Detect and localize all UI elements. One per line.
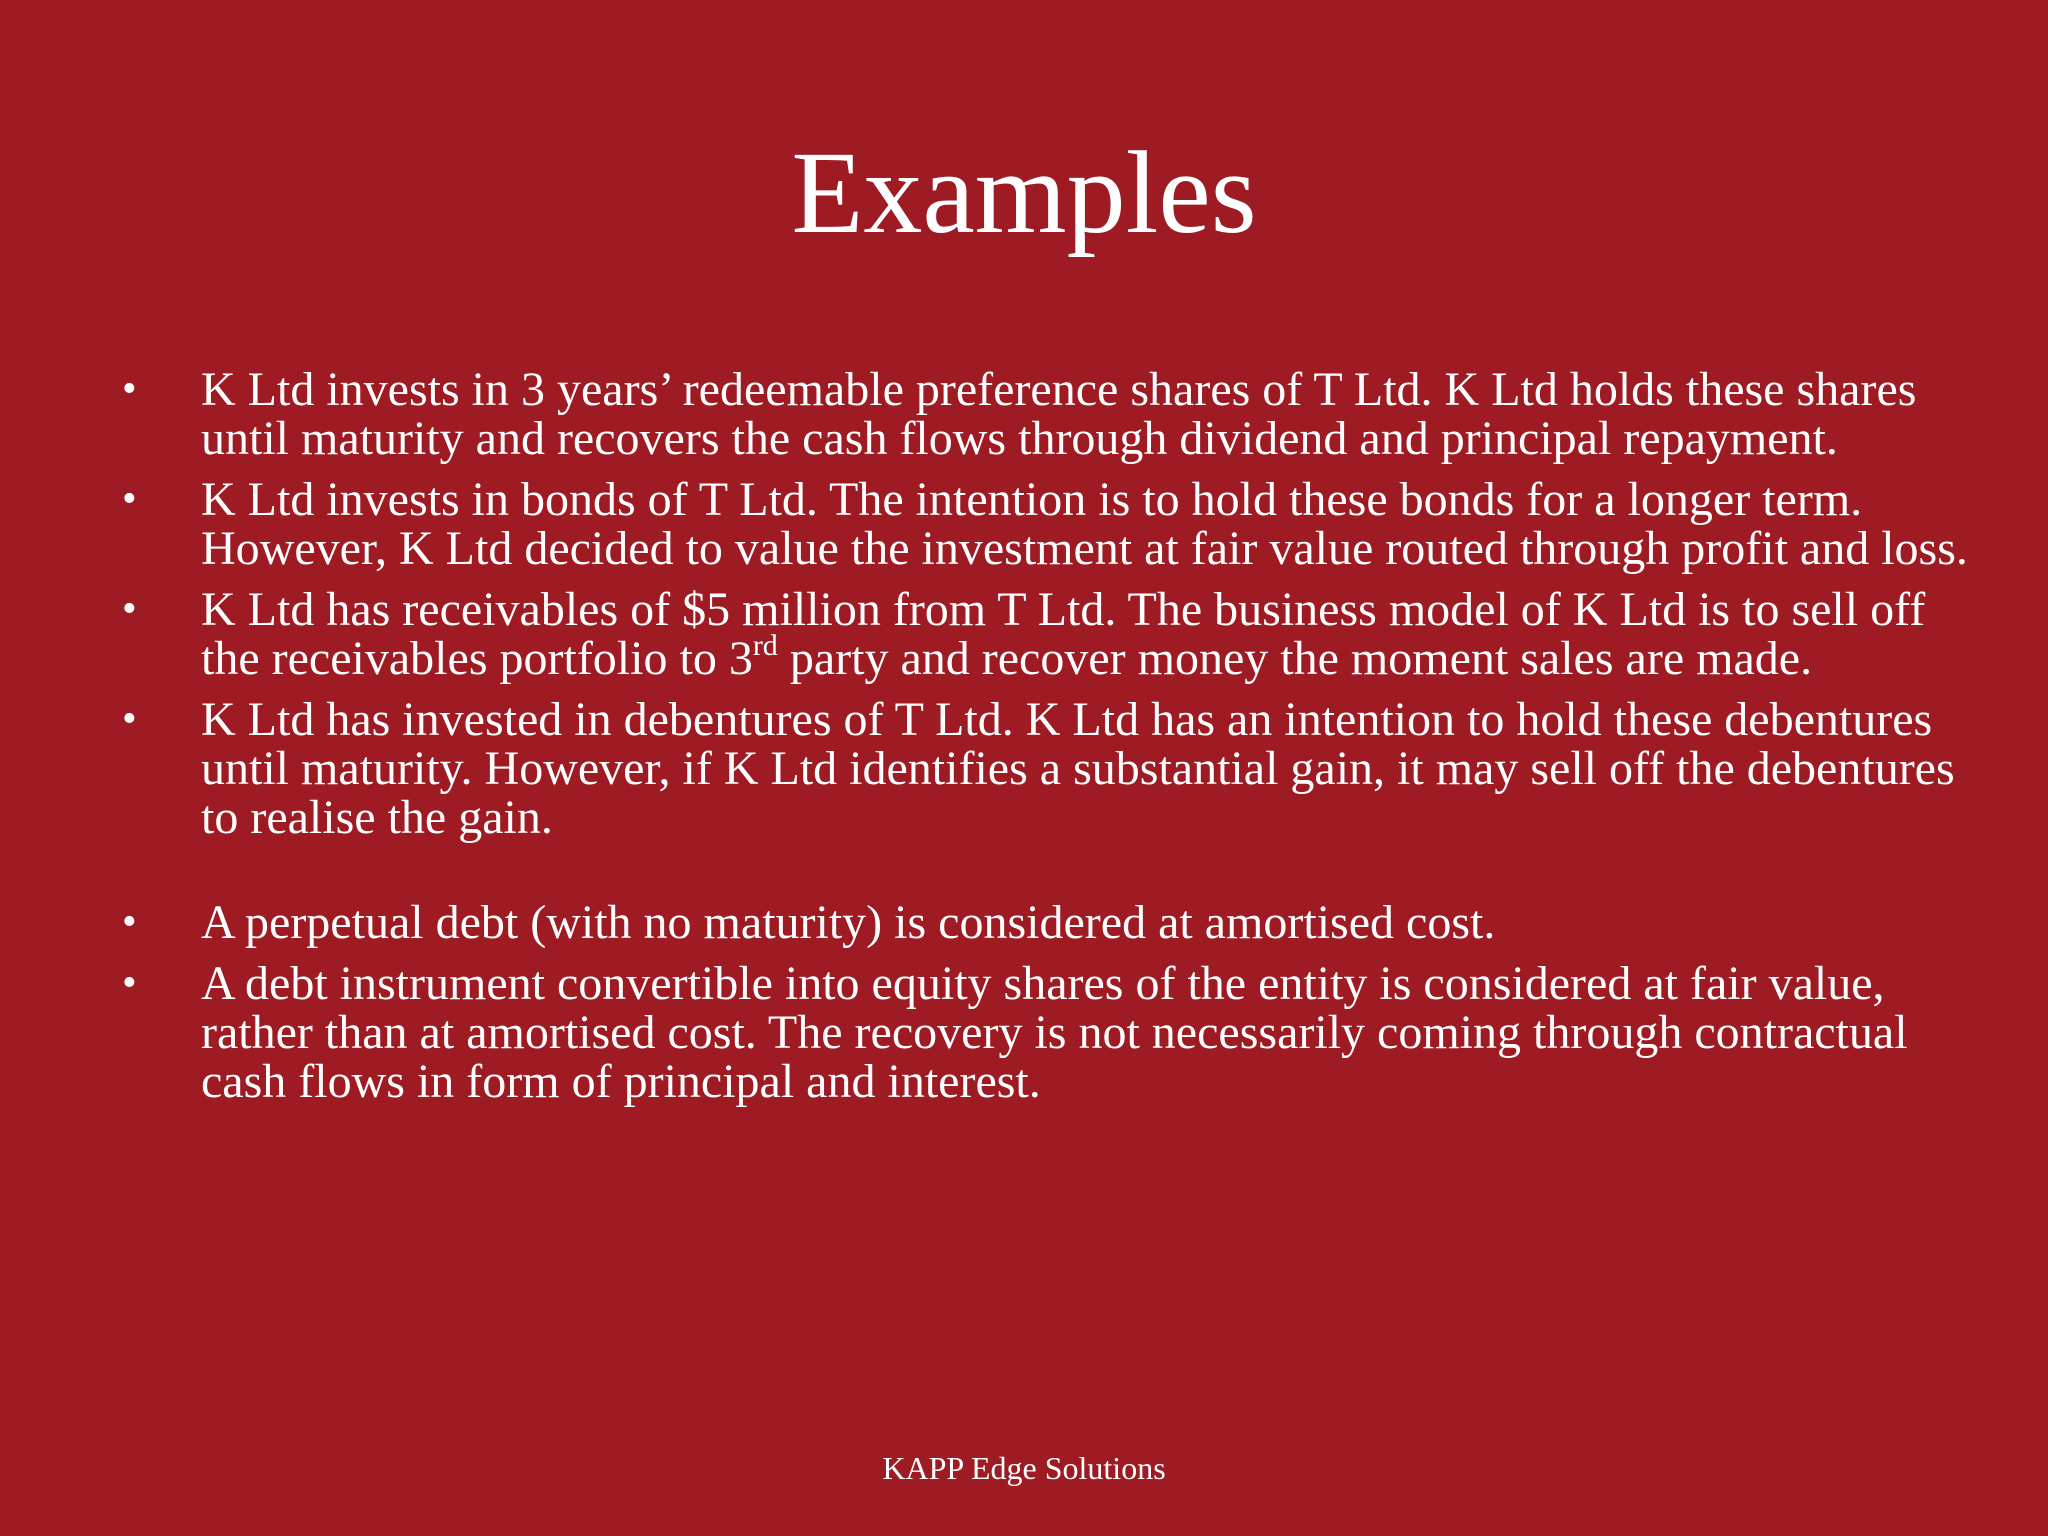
bullet-list: [0, 365, 2048, 1118]
bullet-text-before: K Ltd has receivables of $5 million from T Ltd. The business model of K Ltd is to sell off the receivables portfolio to 3: [201, 583, 1926, 685]
bullet-text: K Ltd invests in bonds of T Ltd. The intention is to hold these bonds for a longer term. However, K Ltd decided to value the investment at fair value routed through profit and loss.: [201, 473, 1968, 575]
bullet-dot: •: [122, 366, 137, 412]
bullet-item: [0, 365, 2048, 463]
bullet-item: [0, 585, 2048, 683]
bullet-dot: •: [122, 899, 137, 945]
slide-title: Examples: [791, 127, 1257, 258]
bullet-text: [201, 583, 1925, 685]
bullet-item: [0, 695, 2048, 842]
bullet-dot: •: [122, 476, 137, 522]
bullet-item: [0, 898, 2048, 947]
bullet-dot: •: [122, 696, 137, 742]
bullet-text: K Ltd invests in 3 years’ redeemable preference shares of T Ltd. K Ltd holds these shares until maturity and recovers the cash flows through dividend and principal repayment.: [201, 363, 1917, 465]
bullet-item: [0, 475, 2048, 573]
ordinal-superscript: rd: [752, 629, 778, 662]
slide-footer: KAPP Edge Solutions: [882, 1450, 1166, 1486]
bullet-dot: •: [122, 586, 137, 632]
bullet-text-after: party and recover money the moment sales are made.: [777, 632, 1813, 685]
bullet-text: K Ltd has invested in debentures of T Ltd. K Ltd has an intention to hold these debentures until maturity. However, if K Ltd identifies a substantial gain, it may sell off the debentures to realise the gain.: [201, 693, 1955, 844]
bullet-dot: •: [122, 960, 137, 1006]
bullet-text: A perpetual debt (with no maturity) is considered at amortised cost.: [201, 896, 1496, 949]
bullet-text: A debt instrument convertible into equity shares of the entity is considered at fair value, rather than at amortised cost. The recovery is not necessarily coming through contractual cash flows in form of principal and interest.: [201, 957, 1908, 1108]
bullet-item: [0, 959, 2048, 1106]
